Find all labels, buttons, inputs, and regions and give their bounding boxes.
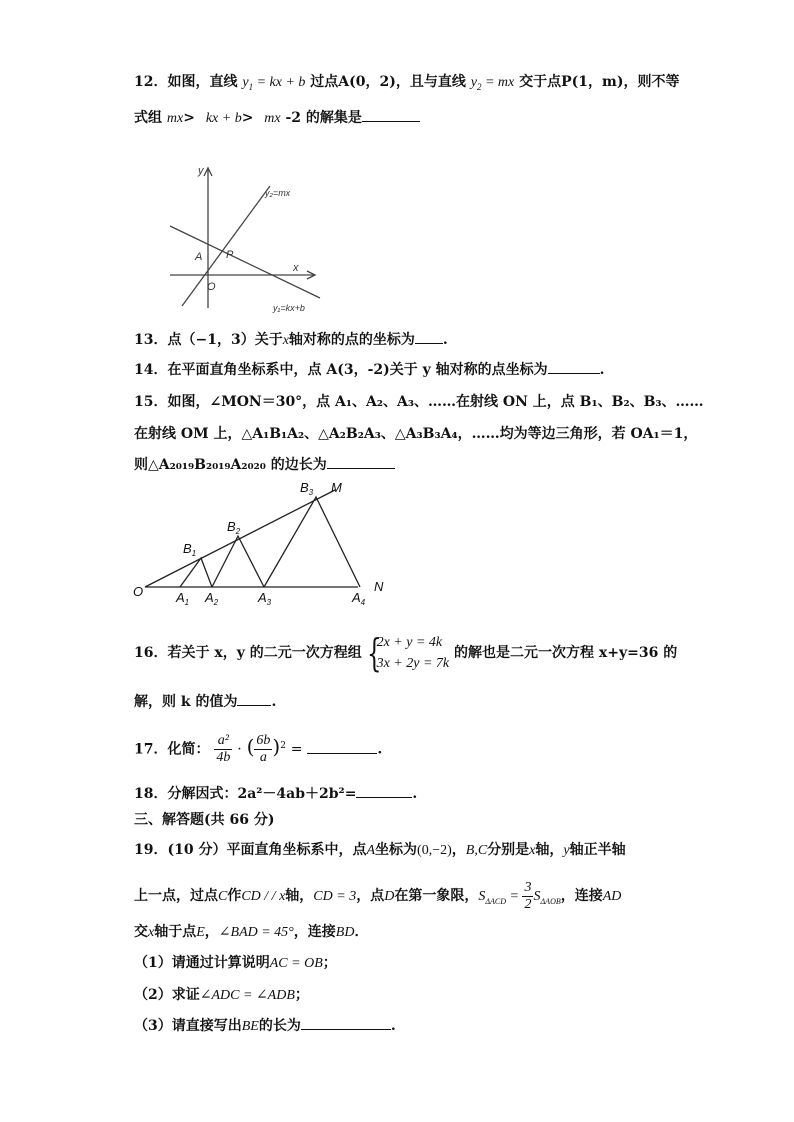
q16-eq1: 2x + y = 4k (376, 635, 443, 650)
q19-a: A (366, 843, 376, 858)
q12-ineq1: mx (166, 111, 184, 126)
q12-gt2: > (241, 110, 254, 126)
q14-line (134, 360, 605, 380)
q13-line (134, 330, 448, 351)
q19-answer-blank[interactable] (301, 1017, 391, 1030)
q15-label-a4: $A_4$ (352, 590, 366, 607)
q17-equals: = (290, 741, 303, 758)
q13-x: x (282, 333, 289, 348)
q12-line2-eq: $y_2$ = mx (470, 75, 515, 92)
section-3-heading: 三、解答题(共 66 分) (134, 812, 275, 828)
q16-brace: { (366, 631, 382, 675)
q16-end: . (271, 694, 277, 710)
q15-line2 (134, 424, 697, 444)
q13-text-b: 轴对称的点的坐标为 (288, 332, 415, 348)
q19-line1: 19．(10 分）平面直角坐标系中，点A坐标为(0,−2)，B,C分别是x轴，y轴正半轴 (134, 842, 626, 858)
q16-line2 (134, 692, 276, 712)
q12-fig-o-label: O (207, 281, 216, 293)
q12-text-b: 过点 (310, 74, 339, 90)
q15-line3 (134, 455, 395, 475)
q12-point-a: A(0，2) (338, 74, 396, 90)
q12-figure (160, 158, 350, 318)
q15-line1 (134, 392, 704, 412)
q19-coord: (0,−2) (417, 843, 452, 858)
q15-text-1: 15．如图，∠MON＝30°，点 A₁、A₂、A₃、……在射线 ON 上，点 B₁、B₂、B₃、…… (134, 394, 704, 410)
q12-line-y2 (182, 186, 270, 306)
q16-text-a: 16．若关于 x，y 的二元一次方程组 (134, 645, 362, 661)
q17-dot: · (237, 741, 242, 758)
q12-ineq3: mx (264, 111, 281, 126)
q12-fig-x-label: x (293, 262, 299, 274)
q16-answer-blank[interactable] (237, 693, 271, 706)
q19-angle: ∠BAD = 45° (218, 925, 294, 940)
q19-sub1: （1）请通过计算说明AC = OB； (134, 955, 337, 971)
q19-bc: B,C (465, 843, 488, 858)
q12-fig-y-label: y (198, 165, 204, 177)
q16-line1 (134, 632, 677, 676)
q16-text-b: 的解也是二元一次方程 x+y=36 的 (454, 645, 678, 661)
q13-end: . (442, 332, 448, 348)
q15-label-m: M (331, 480, 342, 495)
q12-text-a: 12．如图，直线 (134, 74, 238, 90)
q16-equation-system (367, 632, 450, 674)
q17-fraction-2: $\frac{6b}{a}$ (256, 733, 271, 766)
q15-figure (130, 480, 390, 610)
q15-label-n: N (374, 579, 384, 594)
q19-line2: 上一点，过点C作CD / / x轴，CD = 3，点D在第一象限，$S_{\Delta ACD}$ = $\frac{3}{2}$ $S_{\Delta AOB}$，连接AD (134, 880, 622, 913)
q12-gt1: > (183, 110, 195, 126)
q19-area-relation: $S_{\Delta ACD}$ = $\frac{3}{2}$ $S_{\Delta AOB}$ (478, 880, 561, 913)
q14-end: . (599, 362, 605, 378)
q17-end: . (377, 741, 383, 758)
q12-line1 (134, 72, 679, 97)
q12-text-d: 交于点 (519, 74, 562, 90)
q12-line1-eq: $y_1$ = kx + b (242, 75, 306, 92)
q12-text-c: ，且与直线 (395, 74, 466, 90)
q12-fig-y2-label: y₂=mx (265, 188, 291, 198)
q12-text-e: ，则不等 (623, 74, 680, 90)
q15-label-b2: $B_2$ (227, 519, 241, 536)
q15-label-a3: $A_3$ (258, 590, 272, 607)
q12-fig-p-label: P (226, 249, 234, 261)
q18-line (134, 784, 417, 804)
q19-cd-length: CD = 3 (313, 889, 357, 904)
q15-triangle-3 (264, 497, 360, 587)
q17-exponent: 2 (280, 741, 286, 751)
q14-answer-blank[interactable] (548, 361, 600, 374)
q17-answer-blank[interactable] (307, 741, 377, 754)
q19-cd-parallel: CD / / x (241, 889, 286, 904)
q17-fraction-1: $\frac{\text{a²}}{4b}$ (216, 733, 231, 766)
q17-text: 17．化简： (134, 741, 210, 758)
q15-label-o: O (133, 584, 144, 599)
q15-text-3: 则△A₂₀₁₉B₂₀₁₉A₂₀₂₀ 的边长为 (134, 457, 327, 473)
q16-text-c: 解，则 k 的值为 (134, 694, 238, 710)
q15-triangle-1 (180, 558, 212, 587)
q19-sub3: （3）请直接写出BE的长为 . (134, 1018, 396, 1034)
q15-answer-blank[interactable] (327, 456, 395, 469)
q13-answer-blank[interactable] (415, 331, 443, 344)
q15-label-a1: $A_1$ (176, 590, 190, 607)
q15-label-b1: $B_1$ (183, 541, 197, 558)
q12-fig-a-label: A (195, 251, 203, 263)
q12-line2 (134, 108, 420, 129)
q15-text-2: 在射线 OM 上，△A₁B₁A₂、△A₂B₂A₃、△A₃B₃A₄，……均为等边三角形，若 OA₁＝1， (134, 426, 698, 442)
q19-line3: 交x轴于点E，∠BAD = 45°，连接BD． (134, 924, 369, 940)
q12-text-f: 式组 (134, 110, 162, 126)
q17-line: 17．化简： $\frac{\text{a²}}{4b}$ · ( $\frac{6b}{a}$ )$^2$ = . (134, 733, 383, 766)
q18-end: . (412, 786, 418, 802)
q12-text-g: -2 的解集是 (285, 110, 362, 126)
q15-label-a2: $A_2$ (205, 590, 219, 607)
q13-text-a: 13．点（−1，3）关于 (134, 332, 283, 348)
q18-text: 18．分解因式：2a²－4ab＋2b²= (134, 786, 357, 802)
q15-triangle-2 (212, 536, 264, 587)
q19-sub2: （2）求证∠ADC = ∠ADB； (134, 987, 309, 1003)
q14-text: 14．在平面直角坐标系中，点 A(3，-2)关于 y 轴对称的点坐标为 (134, 362, 548, 378)
q18-answer-blank[interactable] (356, 785, 412, 798)
q12-point-p: P(1，m) (561, 74, 624, 90)
q16-eq2: 3x + 2y = 7k (376, 656, 450, 671)
q12-answer-blank[interactable] (362, 109, 420, 122)
q12-ineq2: kx + b (205, 111, 242, 126)
q15-label-b3: $B_3$ (300, 480, 314, 497)
q12-fig-y1-label: y₁=kx+b (273, 303, 305, 313)
